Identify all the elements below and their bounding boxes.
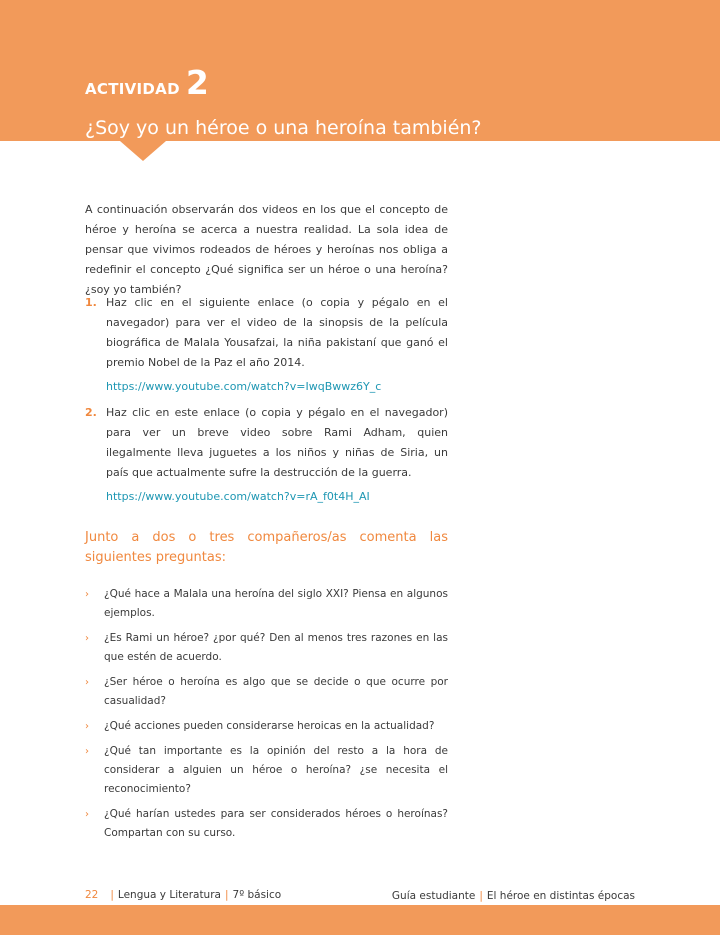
step-text: Haz clic en el siguiente enlace (o copia y pégalo en el navegador) para ver el video de la sinopsis de la película biográfica de Malala Yousafzai, la niña pakistaní que ganó el premio Nobel de la Paz el año 2014.: [106, 296, 448, 369]
question-text: ¿Qué acciones pueden considerarse heroicas en la actualidad?: [104, 720, 435, 732]
guide-label: Guía estudiante: [391, 890, 476, 902]
question-item: [85, 717, 448, 736]
step-item: [85, 403, 448, 507]
separator: |: [224, 889, 229, 901]
discussion-heading: Junto a dos o tres compañeros/as comenta las siguientes preguntas:: [85, 530, 448, 565]
video-link[interactable]: https://www.youtube.com/watch?v=IwqBwwz6Y_c: [106, 380, 382, 393]
question-text: ¿Qué tan importante es la opinión del resto a la hora de considerar a alguien un héroe o heroína? ¿se necesita el reconocimiento?: [104, 745, 448, 795]
question-text: ¿Ser héroe o heroína es algo que se decide o que ocurre por casualidad?: [104, 676, 448, 707]
questions-list: [85, 585, 448, 849]
intro-paragraph: A continuación observarán dos videos en los que el concepto de héroe y heroína se acerca a nuestra realidad. La sola idea de pensar que vivimos rodeados de héroes y heroínas nos obliga a redefinir el concepto ¿Qué significa ser un héroe o una heroína? ¿soy yo también?: [85, 203, 448, 296]
step-text: Haz clic en este enlace (o copia y pégalo en el navegador) para ver un breve video sobre Rami Adham, quien ilegalmente lleva juguetes a los niños y niñas de Siria, un país que actualmente sufre la destrucción de la guerra.: [106, 406, 448, 479]
question-item: [85, 673, 448, 711]
question-item: [85, 805, 448, 843]
question-text: ¿Es Rami un héroe? ¿por qué? Den al menos tres razones en las que estén de acuerdo.: [104, 632, 448, 663]
step-number: 1.: [85, 296, 97, 309]
step-number: 2.: [85, 406, 97, 419]
footer-right: [392, 890, 635, 902]
bullet-icon: ›: [85, 746, 89, 757]
footer-bar: [0, 905, 720, 935]
activity-label: [85, 63, 210, 102]
page-number: 22: [85, 889, 99, 901]
bullet-icon: ›: [85, 633, 89, 644]
footer-left: [85, 889, 281, 901]
bullet-icon: ›: [85, 721, 89, 732]
video-link[interactable]: https://www.youtube.com/watch?v=rA_f0t4H_AI: [106, 490, 370, 503]
activity-number: 2: [185, 63, 210, 102]
question-text: ¿Qué harían ustedes para ser considerados héroes o heroínas? Compartan con su curso.: [104, 808, 448, 839]
separator: |: [110, 889, 114, 901]
step-item: [85, 293, 448, 397]
question-item: [85, 585, 448, 623]
page-title: ¿Soy yo un héroe o una heroína también?: [85, 117, 482, 139]
unit-label: El héroe en distintas épocas: [486, 890, 635, 902]
grade-label: 7º básico: [232, 889, 282, 901]
bullet-icon: ›: [85, 589, 89, 600]
question-item: [85, 629, 448, 667]
bullet-icon: ›: [85, 809, 89, 820]
subject-label: Lengua y Literatura: [117, 889, 221, 901]
activity-word: ACTIVIDAD: [85, 80, 180, 98]
question-item: [85, 742, 448, 799]
steps-list: [85, 293, 448, 507]
banner-notch: [120, 141, 166, 161]
question-text: ¿Qué hace a Malala una heroína del siglo XXI? Piensa en algunos ejemplos.: [104, 588, 448, 619]
bullet-icon: ›: [85, 677, 89, 688]
separator: |: [479, 890, 483, 902]
